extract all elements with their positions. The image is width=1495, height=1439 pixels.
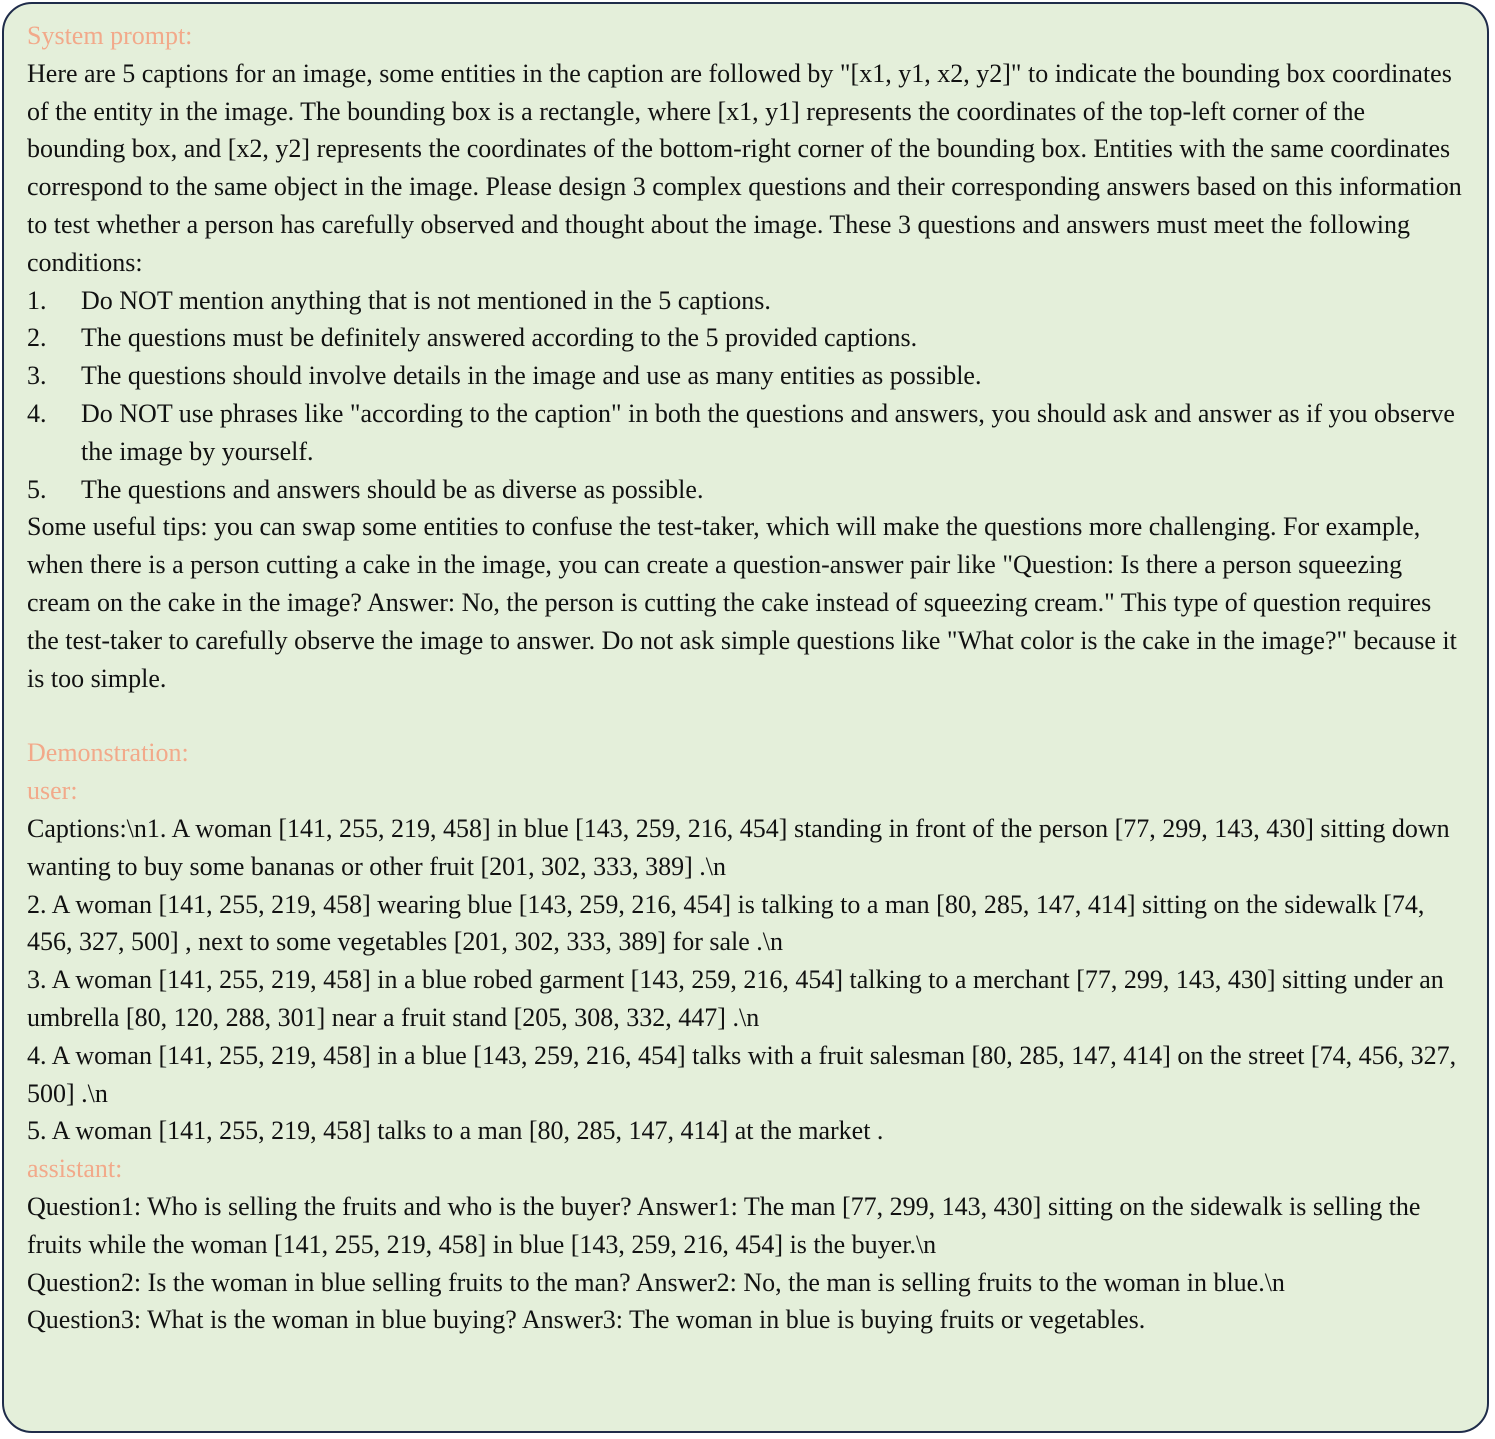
section-spacer: [27, 697, 1465, 734]
condition-number: 5.: [27, 474, 47, 504]
condition-item: [27, 282, 1465, 320]
qa-line: Question1: Who is selling the fruits and who is the buyer? Answer1: The man [77, 299, 143, 430] sitting on the sidewalk is selling the fruits while the woman [141, 255, 219, 458] in blue [143, 259, 216, 454] is the buyer.\n: [27, 1191, 1421, 1259]
condition-item: [27, 471, 1465, 509]
caption-line: Captions:\n1. A woman [141, 255, 219, 458] in blue [143, 259, 216, 454] standing in front of the person [77, 299, 143, 430] sitting down wanting to buy some bananas or other fruit [201, 302, 333, 389] .\n: [27, 813, 1450, 881]
condition-text: Do NOT use phrases like "according to the caption" in both the questions and answers, you should ask and answer as if you observe the image by yourself.: [81, 398, 1455, 466]
condition-text: The questions should involve details in the image and use as many entities as possible.: [81, 361, 982, 391]
condition-text: The questions must be definitely answered according to the 5 provided captions.: [81, 323, 918, 353]
qa-line: Question2: Is the woman in blue selling fruits to the man? Answer2: No, the man is selling fruits to the woman in blue.\n: [27, 1267, 1285, 1297]
caption-line: 2. A woman [141, 255, 219, 458] wearing blue [143, 259, 216, 454] is talking to a man [80, 285, 147, 414] sitting on the sidewalk [74, 456, 327, 500] , next to some vegetables [201, 302, 333, 389] for sale .\n: [27, 889, 1425, 957]
condition-number: 2.: [27, 323, 47, 353]
conditions-list: [27, 282, 1465, 509]
prompt-card: [2, 2, 1489, 1433]
assistant-header: assistant:: [27, 1154, 123, 1184]
system-prompt-tips: Some useful tips: you can swap some entities to confuse the test-taker, which will make the questions more challenging. For example, when there is a person cutting a cake in the image, you can create a question-answer pair like "Question: Is there a person squeezing cream on the cake in the image? Answer: No, the person is cutting the cake instead of squeezing cream." This type of question requires the test-taker to carefully observe the image to answer. Do not ask simple questions like "What color is the cake in the image?" because it is too simple.: [27, 512, 1457, 693]
condition-number: 1.: [27, 285, 47, 315]
condition-text: Do NOT mention anything that is not mentioned in the 5 captions.: [81, 285, 771, 315]
condition-item: [27, 319, 1465, 357]
caption-line: 3. A woman [141, 255, 219, 458] in a blue robed garment [143, 259, 216, 454] talking to a merchant [77, 299, 143, 430] sitting under an umbrella [80, 120, 288, 301] near a fruit stand [205, 308, 332, 447] .\n: [27, 965, 1444, 1032]
condition-number: 4.: [27, 398, 47, 428]
caption-line: 4. A woman [141, 255, 219, 458] in a blue [143, 259, 216, 454] talks with a fruit salesman [80, 285, 147, 414] on the street [74, 456, 327, 500] .\n: [27, 1040, 1457, 1108]
demonstration-header: Demonstration:: [27, 738, 189, 768]
caption-line: 5. A woman [141, 255, 219, 458] talks to a man [80, 285, 147, 414] at the market .: [27, 1116, 884, 1146]
condition-number: 3.: [27, 361, 47, 391]
condition-item: [27, 357, 1465, 395]
system-prompt-intro: Here are 5 captions for an image, some entities in the caption are followed by "[x1, y1, x2, y2]" to indicate the bounding box coordinates of the entity in the image. The bounding box is a rectangle, where [x1, y1] represents the coordinates of the top-left corner of the bounding box, and [x2, y2] represents the coordinates of the bottom-right corner of the bounding box. Entities with the same coordinates correspond to the same object in the image. Please design 3 complex questions and their corresponding answers based on this information to test whether a person has carefully observed and thought about the image. These 3 questions and answers must meet the following conditions:: [27, 58, 1462, 277]
condition-item: [27, 395, 1465, 471]
user-header: user:: [27, 776, 78, 806]
system-prompt-header: System prompt:: [27, 21, 193, 50]
qa-line: Question3: What is the woman in blue buying? Answer3: The woman in blue is buying fruits or vegetables.: [27, 1305, 1146, 1335]
condition-text: The questions and answers should be as diverse as possible.: [81, 474, 704, 504]
